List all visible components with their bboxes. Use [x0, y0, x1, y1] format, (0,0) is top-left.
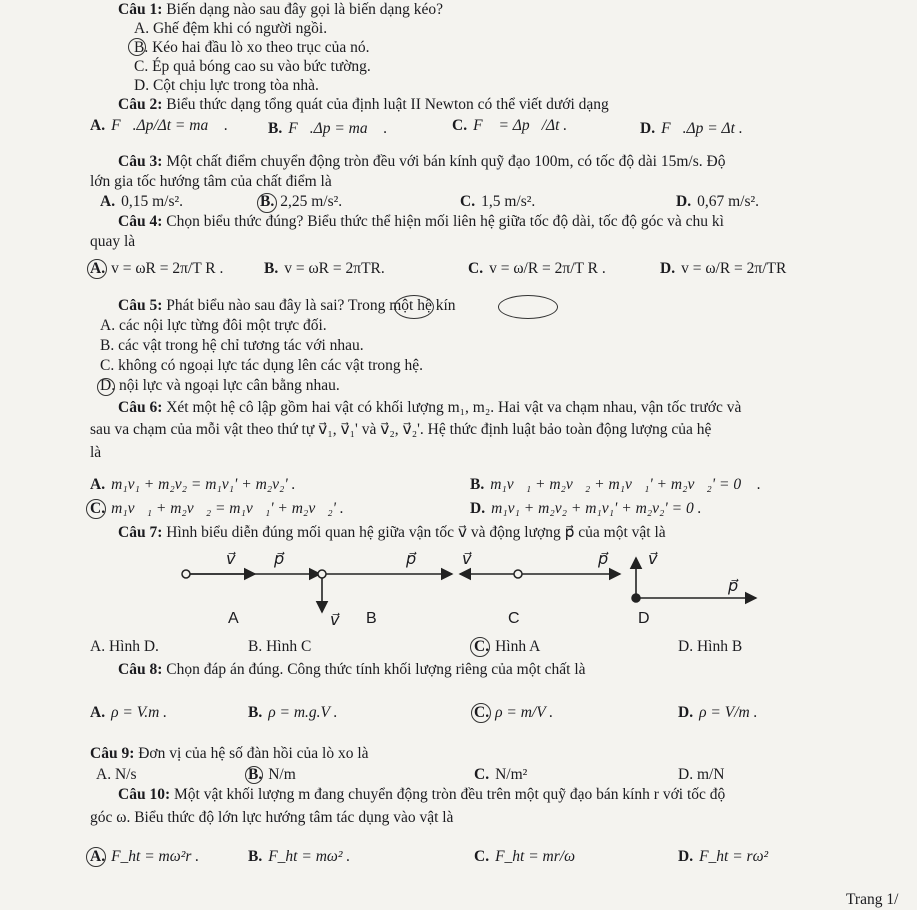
- q10-option-d: D. F_ht = rω²: [678, 848, 769, 865]
- q5-option-b: B. các vật trong hệ chỉ tương tác với nhau.: [100, 337, 364, 354]
- q3-option-c: C. 1,5 m/s².: [460, 193, 536, 210]
- q2-b-formula: F⃗.Δp = ma⃗ .: [288, 120, 388, 137]
- q4-b-formula: v = ωR = 2πTR.: [284, 260, 385, 277]
- q2-option-b: B. F⃗.Δp = ma⃗ .: [268, 120, 388, 137]
- q3-a-value: 0,15 m/s².: [121, 193, 183, 210]
- fig-a-caption: A: [228, 610, 239, 627]
- q6-option-d: D. m₁v₁ + m₂v₂ + m₁v₁' + m₂v₂' = 0 .: [470, 500, 702, 517]
- q2-option-a: A. F⃗.Δp/Δt = ma⃗ .: [90, 117, 228, 134]
- q6-option-b: B. m₁v⃗₁ + m₂v⃗₂ + m₁v⃗₁' + m₂v⃗₂' = 0⃗ .: [470, 476, 761, 493]
- q6-stem-line3: là: [90, 444, 102, 461]
- q7-option-a: A. Hình D.: [90, 638, 159, 655]
- q3-stem-line2: lớn gia tốc hướng tâm của chất điểm là: [90, 173, 332, 190]
- fig-b-body: [318, 570, 326, 578]
- q6-a-formula: m₁v₁ + m₂v₂ = m₁v₁' + m₂v₂' .: [111, 476, 296, 493]
- q1-stem: Câu 1: Biến dạng nào sau đây gọi là biến dạng kéo?: [118, 1, 444, 18]
- q1-option-d: D. Cột chịu lực trong tòa nhà.: [134, 77, 319, 94]
- q2-option-c: C. F⃗ = Δp⃗/Δt .: [452, 117, 568, 134]
- q2-d-formula: F⃗.Δp = Δt .: [661, 120, 743, 137]
- q10-stem-line2: góc ω. Biểu thức độ lớn lực hướng tâm tác dụng vào vật là: [90, 809, 454, 826]
- q3-d-value: 0,67 m/s².: [697, 193, 759, 210]
- fig-a-body: [182, 570, 190, 578]
- fig-c-p-label: p⃗: [598, 551, 609, 568]
- q3-option-a: A. 0,15 m/s².: [100, 193, 183, 210]
- fig-c-caption: C: [508, 610, 520, 627]
- q6-c-formula: m₁v⃗₁ + m₂v⃗₂ = m₁v⃗₁' + m₂v⃗₂' .: [111, 500, 344, 517]
- answer-circle: [245, 766, 263, 784]
- q8-option-c: C. ρ = m/V .: [474, 704, 554, 721]
- fig-d-body: [632, 594, 640, 602]
- q1-option-a: A. Ghế đệm khi có người ngồi.: [134, 20, 328, 37]
- q5-option-d: D. nội lực và ngoại lực cân bằng nhau.: [100, 377, 340, 394]
- fig-a-v-label: v⃗: [226, 551, 236, 568]
- q4-a-formula: v = ωR = 2π/T R .: [111, 260, 224, 277]
- q4-option-c: C. v = ω/R = 2π/T R .: [468, 260, 606, 277]
- q7-stem: Câu 7: Hình biểu diễn đúng mối quan hệ giữa vận tốc v⃗ và động lượng p⃗ của một vật là: [118, 524, 666, 541]
- q5-option-a: A. các nội lực từng đôi một trực đối.: [100, 317, 327, 334]
- q10-b-formula: F_ht = mω² .: [268, 848, 351, 865]
- q6-option-c: C. m₁v⃗₁ + m₂v⃗₂ = m₁v⃗₁' + m₂v⃗₂' .: [90, 500, 344, 517]
- q10-option-a: A. F_ht = mω²r .: [90, 848, 200, 865]
- q9-c-text: N/m²: [495, 766, 528, 783]
- q8-option-a: A. ρ = V.m .: [90, 704, 168, 721]
- q7-c-text: Hình A: [495, 638, 541, 655]
- q3-option-b: B. 2,25 m/s².: [260, 193, 343, 210]
- q4-c-formula: v = ω/R = 2π/T R .: [489, 260, 606, 277]
- q2-stem: Câu 2: Biểu thức dạng tổng quát của định luật II Newton có thể viết dưới dạng: [118, 96, 609, 113]
- q4-stem-line2: quay là: [90, 233, 136, 250]
- q8-c-formula: ρ = m/V .: [495, 704, 554, 721]
- fig-d-caption: D: [638, 610, 650, 627]
- q3-b-value: 2,25 m/s².: [280, 193, 343, 210]
- q6-stem-line2: sau va chạm của mỗi vật theo thứ tự v⃗₁, v⃗₁' và v⃗₂, v⃗₂'. Hệ thức định luật bảo toàn động lượng của hệ: [90, 421, 712, 438]
- q9-option-a: A. N/s: [96, 766, 137, 783]
- q3-c-value: 1,5 m/s².: [481, 193, 536, 210]
- q8-d-formula: ρ = V/m .: [699, 704, 758, 721]
- q4-option-d: D. v = ω/R = 2π/TR: [660, 260, 787, 277]
- q9-b-text: N/m: [268, 766, 296, 783]
- q9-option-c: C. N/m²: [474, 766, 528, 783]
- q2-c-formula: F⃗ = Δp⃗/Δt .: [473, 117, 568, 134]
- q6-stem-line1: Câu 6: Xét một hệ cô lập gồm hai vật có khối lượng m₁, m₂. Hai vật va chạm nhau, vận tốc trước và: [118, 399, 742, 416]
- page-footer: Trang 1/: [846, 891, 899, 908]
- fig-d-v-label: v⃗: [648, 551, 658, 568]
- q4-stem-line1: Câu 4: Chọn biểu thức đúng? Biểu thức thể hiện mối liên hệ giữa tốc độ dài, tốc độ góc và chu kì: [118, 213, 724, 230]
- q10-option-b: B. F_ht = mω² .: [248, 848, 351, 865]
- q8-stem: Câu 8: Chọn đáp án đúng. Công thức tính khối lượng riêng của một chất là: [118, 661, 586, 678]
- q4-option-b: B. v = ωR = 2πTR.: [264, 260, 385, 277]
- answer-circle: [86, 847, 106, 867]
- fig-c-body: [514, 570, 522, 578]
- fig-d-p-label: p⃗: [728, 578, 739, 595]
- q10-d-formula: F_ht = rω²: [699, 848, 769, 865]
- q3-stem-line1: Câu 3: Một chất điểm chuyển động tròn đều với bán kính quỹ đạo 100m, có tốc độ dài 15m/s. Độ: [118, 153, 726, 170]
- q4-option-a: A. v = ωR = 2π/T R .: [90, 260, 224, 277]
- fig-c-v-label: v⃗: [462, 551, 472, 568]
- q9-option-d: D. m/N: [678, 766, 725, 783]
- fig-b-caption: B: [366, 610, 377, 627]
- fig-b-p-label: p⃗: [406, 551, 417, 568]
- q7-option-b: B. Hình C: [248, 638, 312, 655]
- q10-stem-line1: Câu 10: Một vật khối lượng m đang chuyển động tròn đều trên một quỹ đạo bán kính r với tốc độ: [118, 786, 726, 803]
- q10-option-c: C. F_ht = mr/ω: [474, 848, 576, 865]
- q9-stem: Câu 9: Đơn vị của hệ số đàn hồi của lò xo là: [90, 745, 369, 762]
- q7-option-d: D. Hình B: [678, 638, 743, 655]
- q7-option-c: C. Hình A: [474, 638, 541, 655]
- q8-option-d: D. ρ = V/m .: [678, 704, 758, 721]
- q8-a-formula: ρ = V.m .: [111, 704, 168, 721]
- q1-option-c: C. Ép quả bóng cao su vào bức tường.: [134, 58, 371, 75]
- q4-d-formula: v = ω/R = 2π/TR: [681, 260, 787, 277]
- answer-circle: [470, 637, 490, 657]
- q1-option-b: B. Kéo hai đầu lò xo theo trục của nó.: [134, 39, 370, 56]
- q10-a-formula: F_ht = mω²r .: [111, 848, 200, 865]
- q6-b-formula: m₁v⃗₁ + m₂v⃗₂ + m₁v⃗₁' + m₂v⃗₂' = 0⃗ .: [490, 476, 761, 493]
- q8-b-formula: ρ = m.g.V .: [268, 704, 338, 721]
- q6-option-a: A. m₁v₁ + m₂v₂ = m₁v₁' + m₂v₂' .: [90, 476, 296, 493]
- q6-d-formula: m₁v₁ + m₂v₂ + m₁v₁' + m₂v₂' = 0 .: [491, 500, 702, 517]
- q2-option-d: D. F⃗.Δp = Δt .: [640, 120, 743, 137]
- q8-option-b: B. ρ = m.g.V .: [248, 704, 338, 721]
- q10-c-formula: F_ht = mr/ω: [495, 848, 576, 865]
- q3-option-d: D. 0,67 m/s².: [676, 193, 759, 210]
- q9-option-b: B. N/m: [248, 766, 296, 783]
- q2-a-formula: F⃗.Δp/Δt = ma⃗ .: [111, 117, 228, 134]
- fig-a-p-label: p⃗: [274, 551, 285, 568]
- fig-b-v-label: v⃗: [330, 612, 340, 629]
- q5-option-c: C. không có ngoại lực tác dụng lên các vật trong hệ.: [100, 357, 424, 374]
- q5-stem: Câu 5: Phát biểu nào sau đây là sai? Trong một hệ kín: [118, 297, 456, 314]
- answer-circle: [471, 703, 491, 723]
